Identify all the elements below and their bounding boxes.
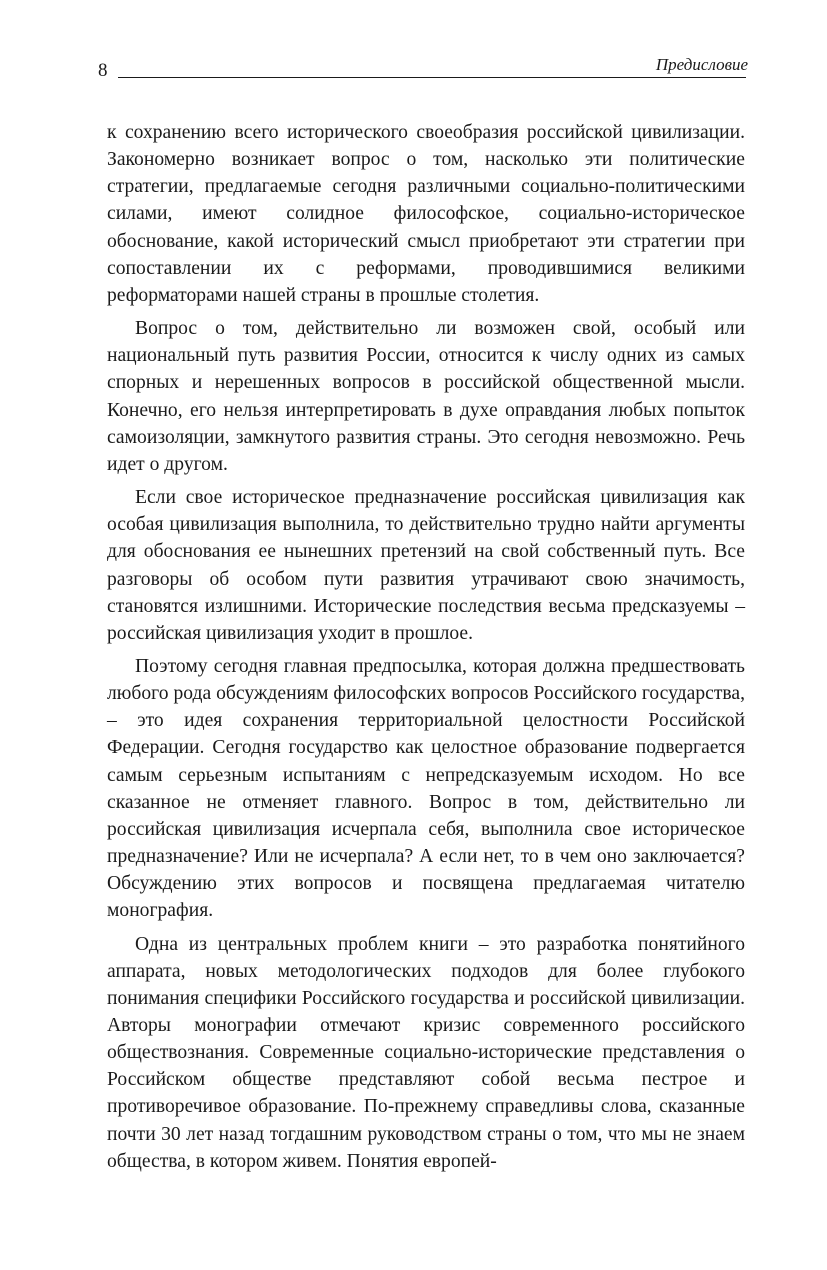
paragraph-5: Одна из центральных проблем книги – это разработка понятийного аппарата, новых методологических подходов для более глубокого понимания специфики Российского государства и российской цивилизации. Авторы монографии отмечают кризис современного российского обществознания. Современные социально-исторические представления о Российском обществе представляют собой весьма пестрое и противоречивое образование. По-прежнему справедливы слова, сказанные почти 30 лет назад тогдашним руководством страны о том, что мы не знаем общества, в котором живем. Понятия европей- [107, 933, 745, 1172]
paragraph-3: Если свое историческое предназначение российская цивилизация как особая цивилизация выполнила, то действительно трудно найти аргументы для обоснования ее нынешних претензий на свой собственный путь. Все разговоры об особом пути развития утрачивают свою значимость, становятся излишними. Исторические последствия весьма предсказуемы – российская цивилизация уходит в прошлое. [107, 487, 745, 644]
header-rule [118, 77, 746, 78]
page-number: 8 [98, 60, 108, 81]
running-header [98, 56, 750, 82]
paragraph-4: Поэтому сегодня главная предпосылка, которая должна предшествовать любого рода обсуждениям философских вопросов Российского государства, – это идея сохранения территориальной целостности Российской Федерации. Сегодня государство как целостное образование подвергается самым серьезным испытаниям с непредсказуемым исходом. Но все сказанное не отменяет главного. Вопрос в том, действительно ли российская цивилизация исчерпала себя, выполнила свое историческое предназначение? Или не исчерпала? А если нет, то в чем оно заключается? Обсуждению этих вопросов и посвящена предлагаемая читателю монография. [107, 655, 745, 922]
section-title: Предисловие [655, 55, 748, 74]
paragraph-2: Вопрос о том, действительно ли возможен свой, особый или национальный путь развития России, относится к числу одних из самых спорных и нерешенных вопросов в российской общественной мысли. Конечно, его нельзя интерпретировать в духе оправдания любых попыток самоизоляции, замкнутого развития страны. Это сегодня невозможно. Речь идет о другом. [107, 318, 745, 475]
paragraph-1: к сохранению всего исторического своеобразия российской цивилизации. Закономерно возникает вопрос о том, насколько эти политические стратегии, предлагаемые сегодня различными социально-политическими силами, имеют солидное философское, социально-историческое обоснование, какой исторический смысл приобретают эти стратегии при сопоставлении их с реформами, проводившимися великими реформаторами нашей страны в прошлые столетия. [107, 122, 745, 306]
body-text [107, 119, 745, 1181]
